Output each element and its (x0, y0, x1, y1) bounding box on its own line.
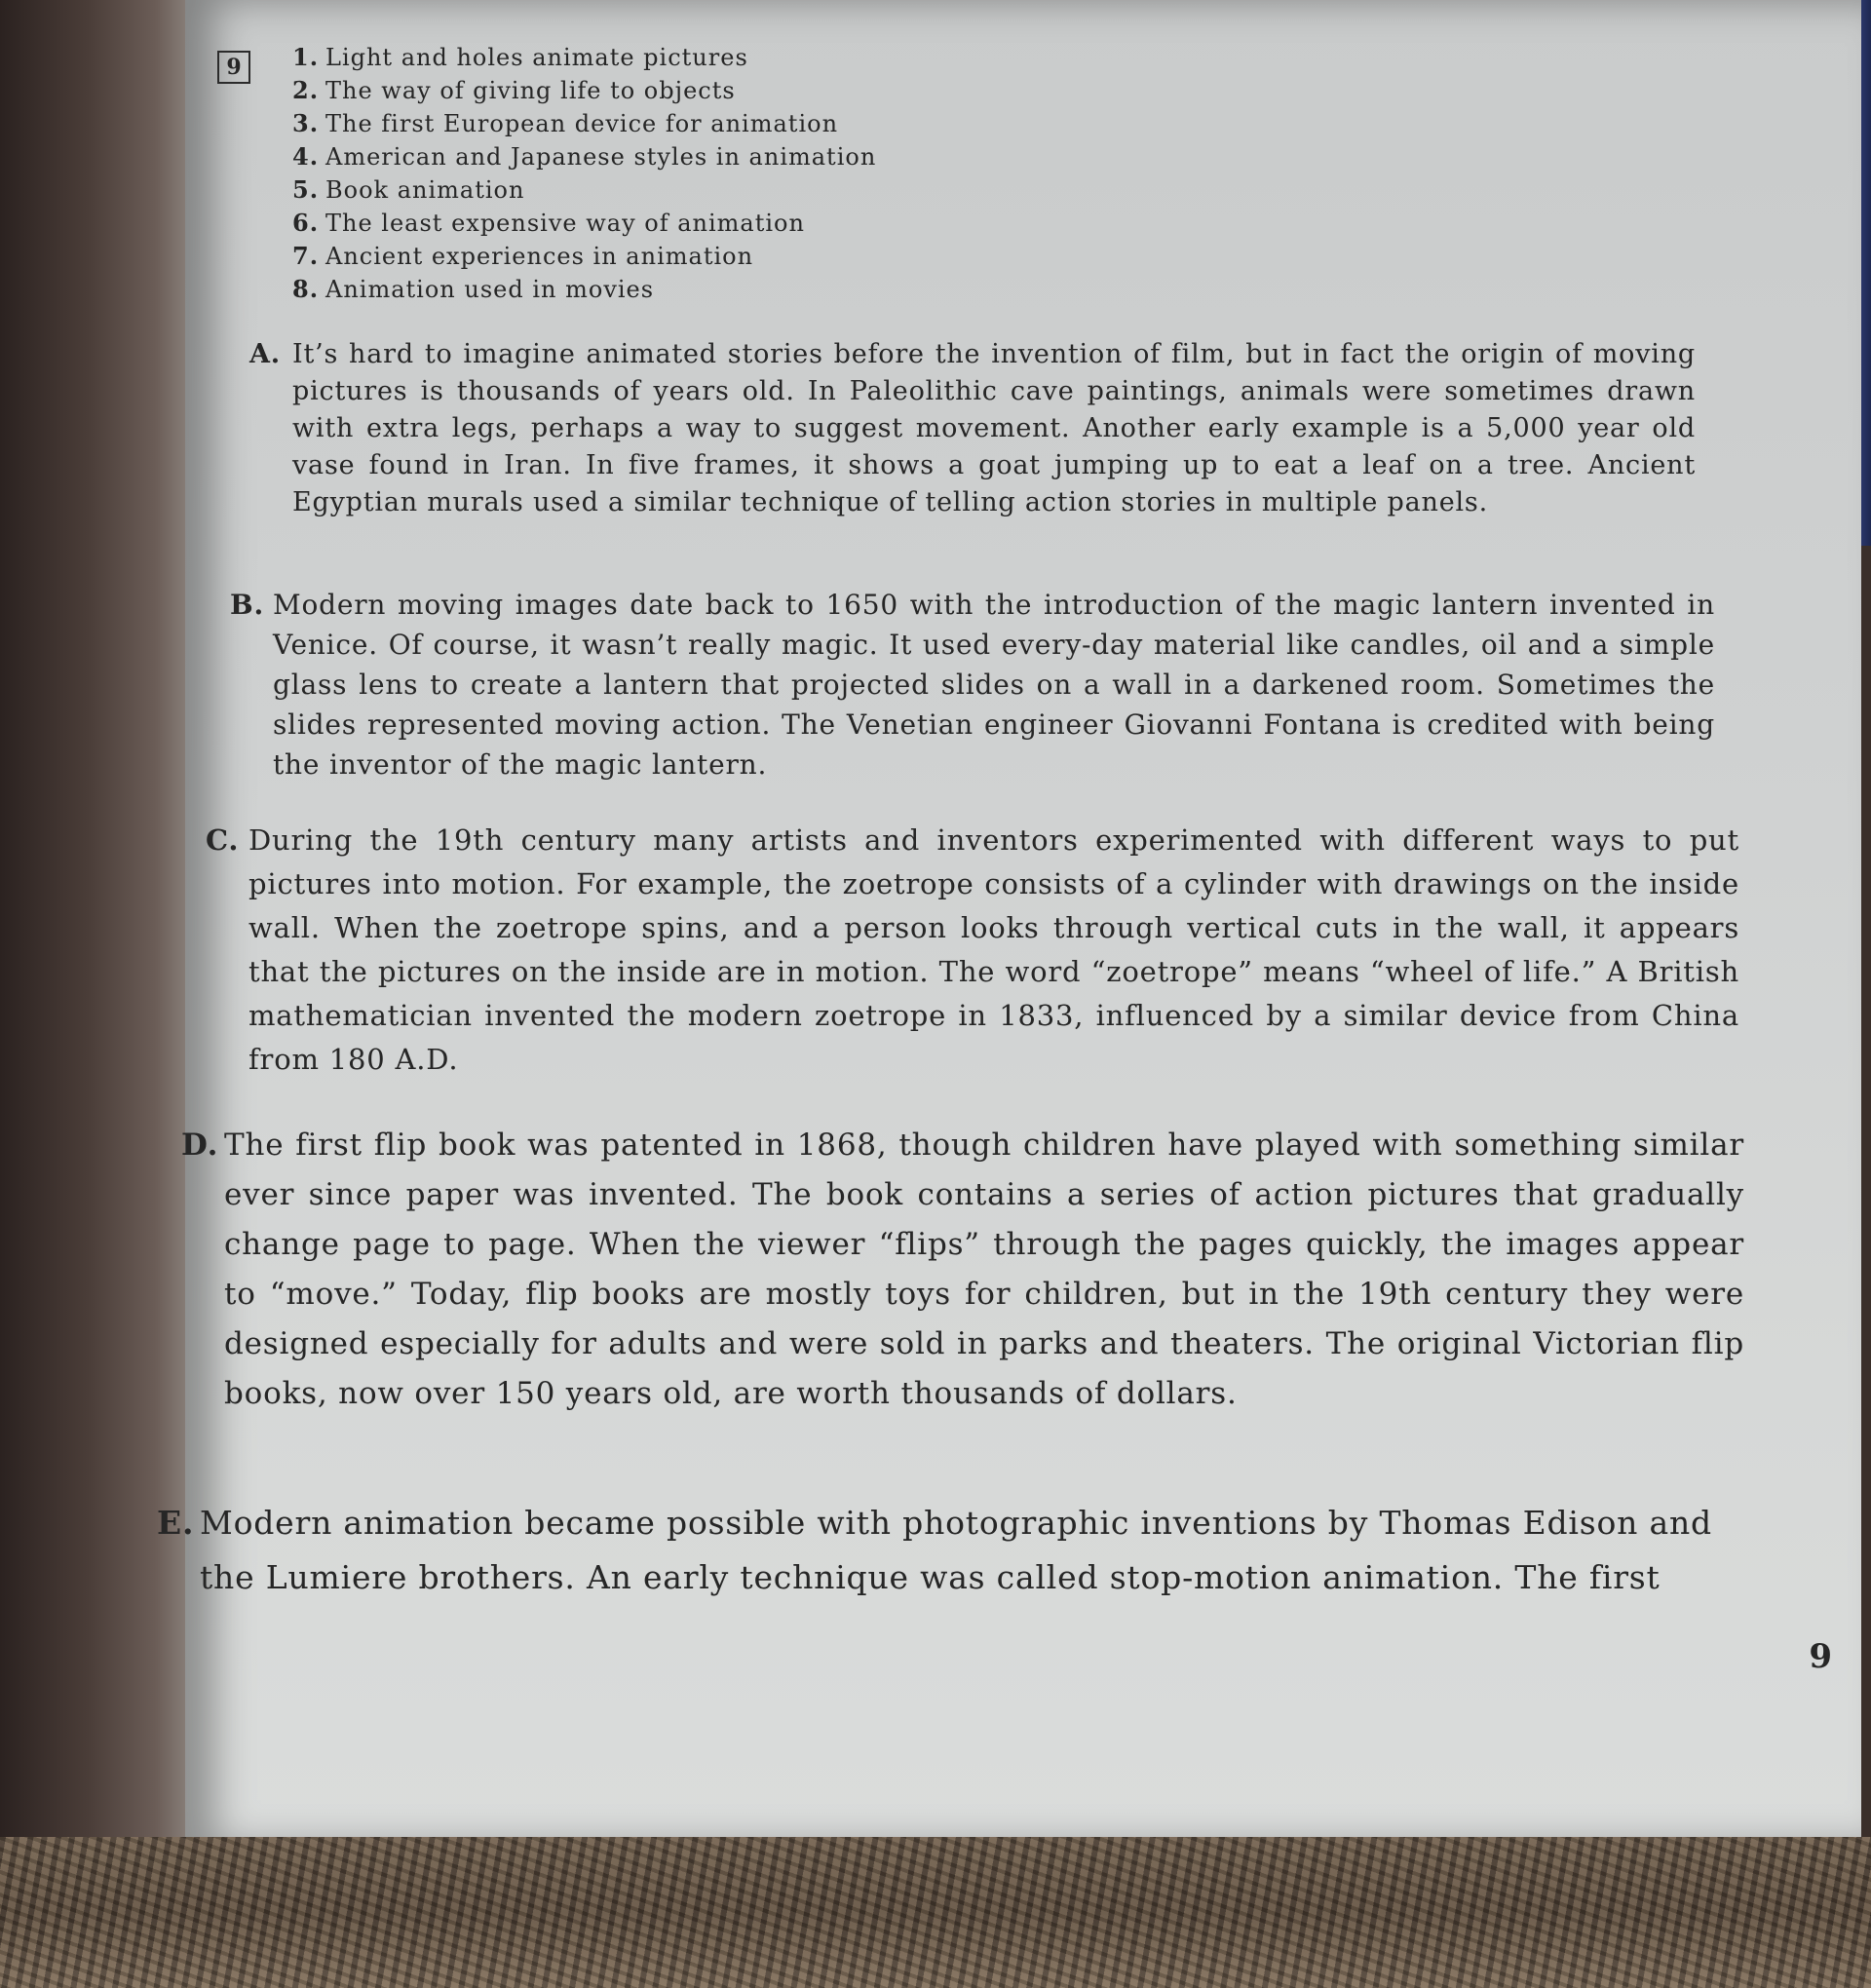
heading-item (292, 207, 876, 240)
heading-text: Ancient experiences in animation (325, 243, 754, 270)
heading-number: 3. (292, 109, 320, 137)
heading-item (292, 273, 876, 306)
paragraph-letter: B. (230, 589, 265, 621)
book-page (157, 0, 1861, 1847)
paragraph-text: It’s hard to imagine animated stories before the invention of film, but in fact the origin of moving pictures is thousands of years old. In Paleolithic cave paintings, animals were sometimes drawn with extra legs, perhaps a way to suggest movement. Another early example is a 5,000 year old vase found in Iran. In five frames, it shows a goat jumping up to eat a leaf on a tree. Ancient Egyptian murals used a similar technique of telling action stories in multiple panels. (292, 339, 1696, 517)
paragraph-text: During the 19th century many artists and inventors experimented with different ways to put pictures into motion. For example, the zoetrope consists of a cylinder with drawings on the inside wall. When the zoetrope spins, and a person looks through vertical cuts in the wall, it appears that the pictures on the inside are in motion. The word “zoetrope” means “wheel of life.” A British mathematician invented the modern zoetrope in 1833, influenced by a similar device from China from 180 A.D. (248, 823, 1739, 1076)
paragraph-c (206, 819, 1739, 1082)
heading-number: 8. (292, 275, 320, 303)
heading-text: The first European device for animation (325, 110, 839, 137)
heading-item (292, 173, 876, 207)
heading-text: Animation used in movies (325, 276, 655, 303)
heading-item (292, 74, 876, 107)
paragraph-letter: D. (181, 1128, 219, 1163)
heading-number: 1. (292, 43, 320, 71)
page-content (157, 0, 1861, 1847)
paragraph-b (230, 585, 1715, 784)
paragraph-letter: E. (157, 1504, 195, 1542)
heading-item (292, 240, 876, 273)
heading-number: 4. (292, 142, 320, 171)
straw-mat-background (0, 1837, 1871, 1988)
heading-number: 5. (292, 175, 320, 204)
heading-item (292, 140, 876, 173)
heading-number: 6. (292, 209, 320, 237)
heading-number: 7. (292, 242, 320, 270)
task-number-box: 9 (217, 51, 250, 84)
heading-text: Book animation (325, 176, 525, 204)
paragraph-e (157, 1496, 1759, 1605)
heading-text: The way of giving life to objects (325, 77, 736, 104)
heading-text: Light and holes animate pictures (325, 44, 748, 71)
heading-item (292, 41, 876, 74)
paragraph-text: The first flip book was patented in 1868, though children have played with something similar ever since paper was invented. The book contains a series of action pictures that gradually change page to page. When the viewer “flips” through the pages quickly, the images appear to “move.” Today, flip books are mostly toys for children, but in the 19th century they were designed especially for adults and were sold in parks and theaters. The original Victorian flip books, now over 150 years old, are worth thousands of dollars. (224, 1128, 1744, 1411)
paragraph-text: Modern animation became possible with photographic inventions by Thomas Edison and the Lumiere brothers. An early technique was called stop-motion animation. The first (200, 1504, 1712, 1596)
paragraph-text: Modern moving images date back to 1650 with the introduction of the magic lantern invented in Venice. Of course, it wasn’t really magic. It used every-day material like candles, oil and a simple glass lens to create a lantern that projected slides on a wall in a darkened room. Sometimes the slides represented moving action. The Venetian engineer Giovanni Fontana is credited with being the inventor of the magic lantern. (273, 589, 1715, 781)
heading-text: The least expensive way of animation (325, 210, 805, 237)
paragraph-a (249, 336, 1696, 521)
paragraph-letter: C. (206, 823, 240, 857)
heading-number: 2. (292, 76, 320, 104)
book-binding (0, 0, 195, 1852)
paragraph-d (181, 1121, 1744, 1419)
heading-text: American and Japanese styles in animation (325, 143, 877, 171)
paragraph-letter: A. (249, 339, 281, 369)
headings-list (292, 41, 876, 306)
heading-item (292, 107, 876, 140)
page-number: 9 (1809, 1637, 1832, 1676)
